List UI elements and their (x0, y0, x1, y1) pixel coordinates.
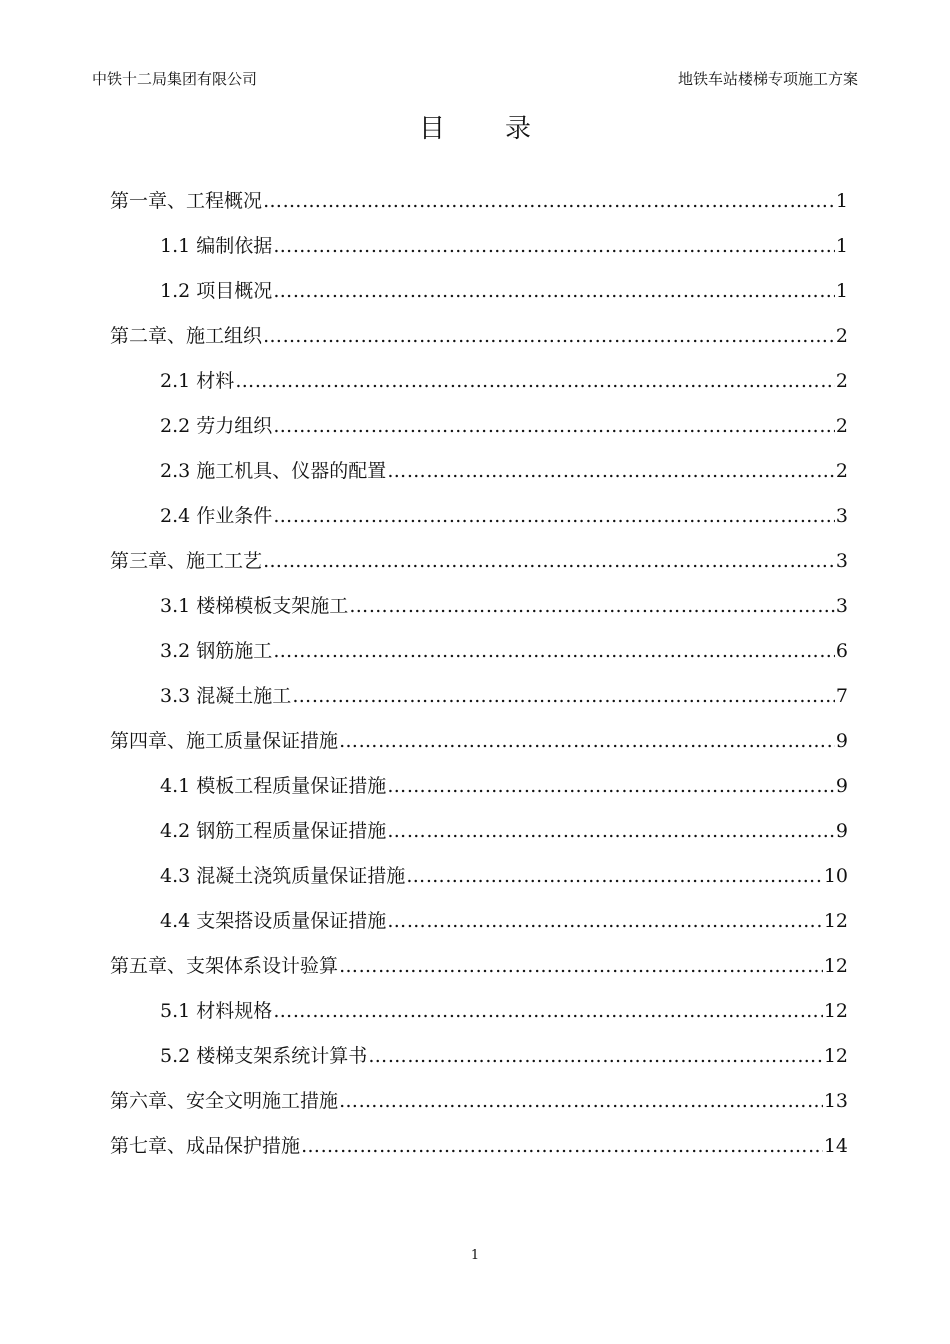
toc-dot-leader (235, 366, 835, 396)
toc-entry-label: 4.2 钢筋工程质量保证措施 (160, 820, 387, 842)
footer-page-number: 1 (470, 1248, 480, 1263)
toc-dot-leader (263, 546, 835, 576)
toc-entry[interactable] (160, 861, 848, 891)
header-company: 中铁十二局集团有限公司 (92, 70, 258, 88)
toc-entry-page: 9 (835, 775, 848, 797)
toc-dot-leader (368, 1041, 823, 1071)
toc-dot-leader (339, 726, 835, 756)
toc-entry-label: 5.1 材料规格 (160, 1000, 273, 1022)
toc-entry-page: 10 (823, 865, 848, 887)
toc-entry[interactable] (110, 321, 848, 351)
toc-entry-page: 12 (823, 1045, 848, 1067)
toc-entry-page: 13 (823, 1090, 848, 1112)
toc-entry-page: 1 (835, 280, 848, 302)
toc-dot-leader (273, 636, 835, 666)
toc-title: 目录 (418, 114, 591, 144)
toc-entry-label: 4.3 混凝土浇筑质量保证措施 (160, 865, 406, 887)
toc-entry-label: 4.1 模板工程质量保证措施 (160, 775, 387, 797)
toc-entry[interactable] (160, 636, 848, 666)
toc-dot-leader (273, 996, 823, 1026)
toc-entry-page: 3 (835, 595, 848, 617)
toc-entry-label: 第五章、支架体系设计验算 (110, 955, 339, 977)
toc-entry[interactable] (160, 771, 848, 801)
toc-entry-page: 14 (823, 1135, 848, 1157)
toc-entry[interactable] (160, 501, 848, 531)
toc-entry-label: 4.4 支架搭设质量保证措施 (160, 910, 387, 932)
toc-entry-label: 2.2 劳力组织 (160, 415, 273, 437)
toc-entry-page: 2 (835, 415, 848, 437)
toc-dot-leader (339, 951, 823, 981)
toc-entry-label: 1.1 编制依据 (160, 235, 273, 257)
toc-entry-page: 2 (835, 370, 848, 392)
toc-entry-label: 1.2 项目概况 (160, 280, 273, 302)
toc-entry-page: 12 (823, 955, 848, 977)
toc-dot-leader (339, 1086, 823, 1116)
header-divider (90, 94, 860, 95)
toc-entry[interactable] (160, 816, 848, 846)
toc-entry-page: 9 (835, 730, 848, 752)
toc-entry-page: 1 (835, 235, 848, 257)
toc-entry-label: 第三章、施工工艺 (110, 550, 263, 572)
toc-dot-leader (406, 861, 823, 891)
toc-entry-label: 2.3 施工机具、仪器的配置 (160, 460, 387, 482)
toc-dot-leader (273, 501, 835, 531)
toc-entry-page: 1 (835, 190, 848, 212)
toc-entry-label: 第七章、成品保护措施 (110, 1135, 301, 1157)
toc-dot-leader (387, 906, 823, 936)
toc-dot-leader (301, 1131, 823, 1161)
toc-entry-page: 12 (823, 910, 848, 932)
toc-dot-leader (387, 816, 835, 846)
toc-entry-page: 12 (823, 1000, 848, 1022)
toc-entry-page: 6 (835, 640, 848, 662)
toc-entry[interactable] (160, 366, 848, 396)
toc-entry[interactable] (160, 456, 848, 486)
toc-entry[interactable] (160, 591, 848, 621)
toc-entry-page: 7 (835, 685, 848, 707)
toc-dot-leader (263, 186, 835, 216)
toc-dot-leader (273, 411, 835, 441)
toc-entry-page: 3 (835, 550, 848, 572)
toc-dot-leader (263, 321, 835, 351)
toc-entry[interactable] (110, 1131, 848, 1161)
toc-dot-leader (387, 771, 835, 801)
toc-entry-label: 第六章、安全文明施工措施 (110, 1090, 339, 1112)
toc-entry[interactable] (160, 906, 848, 936)
toc-entry-label: 3.3 混凝土施工 (160, 685, 292, 707)
toc-entry[interactable] (110, 951, 848, 981)
toc-dot-leader (387, 456, 835, 486)
toc-entry-page: 9 (835, 820, 848, 842)
toc-entry[interactable] (160, 681, 848, 711)
toc-dot-leader (273, 231, 835, 261)
header-document-title: 地铁车站楼梯专项施工方案 (677, 70, 858, 88)
toc-entry-label: 2.1 材料 (160, 370, 235, 392)
toc-entry[interactable] (160, 411, 848, 441)
toc-entry-label: 第四章、施工质量保证措施 (110, 730, 339, 752)
toc-entry-label: 第二章、施工组织 (110, 325, 263, 347)
toc-dot-leader (292, 681, 835, 711)
toc-dot-leader (273, 276, 835, 306)
toc-entry[interactable] (160, 231, 848, 261)
toc-entry-label: 3.2 钢筋施工 (160, 640, 273, 662)
toc-entry[interactable] (160, 996, 848, 1026)
toc-entry[interactable] (110, 1086, 848, 1116)
toc-entry[interactable] (110, 546, 848, 576)
toc-entry[interactable] (110, 726, 848, 756)
toc-entry-page: 2 (835, 325, 848, 347)
toc-entry[interactable] (110, 186, 848, 216)
toc-entry-page: 2 (835, 460, 848, 482)
toc-entry-label: 5.2 楼梯支架系统计算书 (160, 1045, 368, 1067)
toc-entry-label: 3.1 楼梯模板支架施工 (160, 595, 349, 617)
toc-entry-label: 2.4 作业条件 (160, 505, 273, 527)
toc-entry[interactable] (160, 1041, 848, 1071)
toc-entry[interactable] (160, 276, 848, 306)
toc-dot-leader (349, 591, 835, 621)
toc-entry-label: 第一章、工程概况 (110, 190, 263, 212)
toc-entry-page: 3 (835, 505, 848, 527)
